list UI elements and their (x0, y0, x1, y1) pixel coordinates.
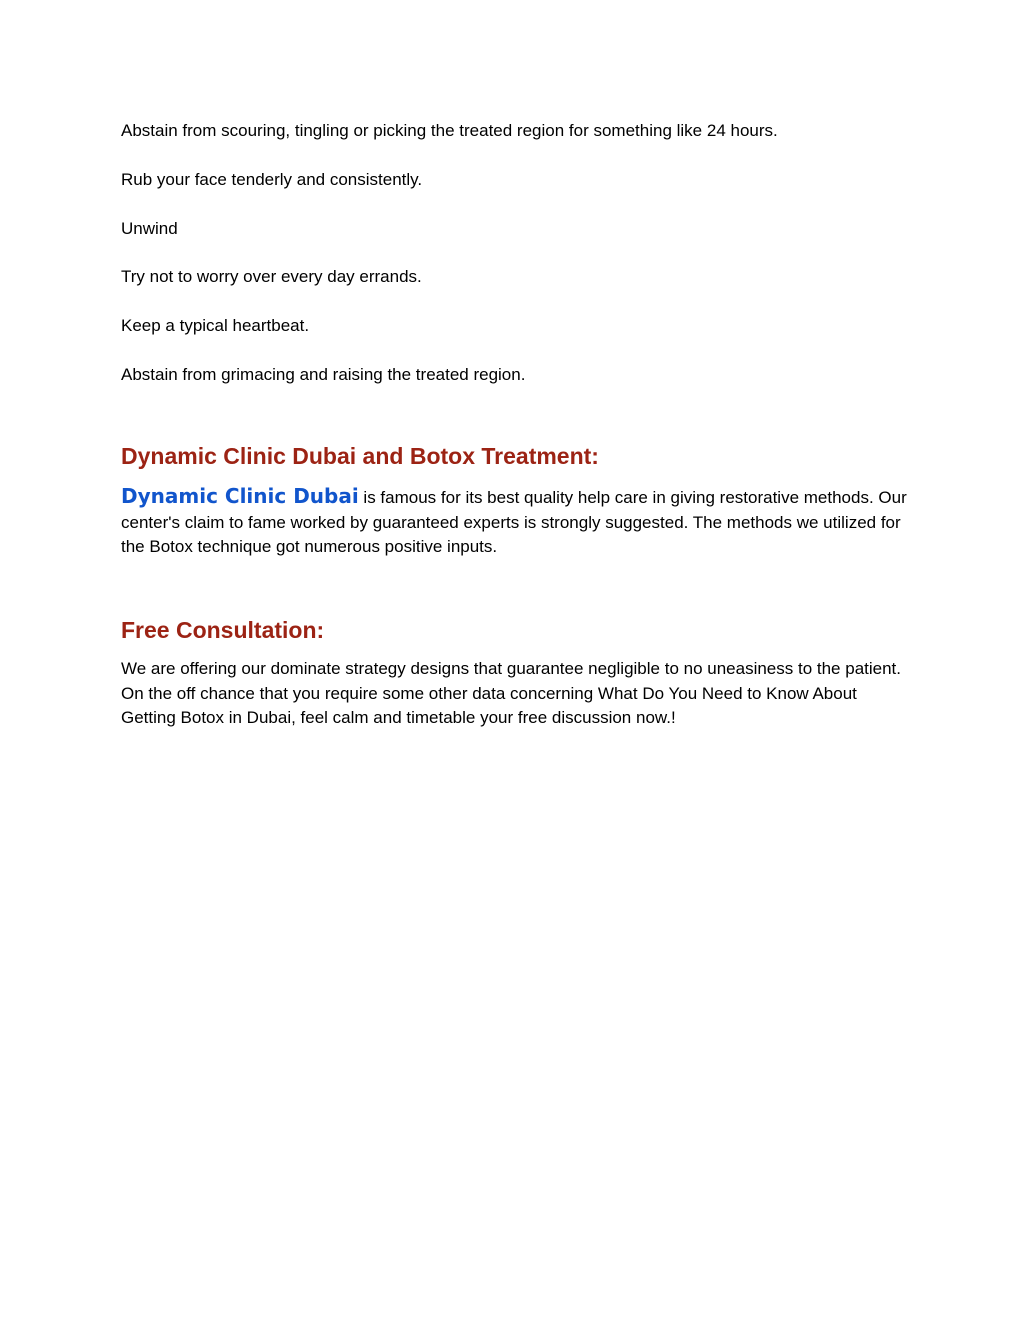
tip-line: Unwind (121, 219, 178, 238)
dynamic-clinic-link[interactable] (121, 486, 359, 508)
tip-line: Abstain from scouring, tingling or picking the treated region for something like 24 hours. (121, 121, 778, 140)
tip-line: Rub your face tenderly and consistently. (121, 170, 423, 189)
tip-line: Abstain from grimacing and raising the treated region. (121, 365, 526, 384)
section-body-botox (121, 484, 911, 560)
tip-line: Keep a typical heartbeat. (121, 316, 310, 335)
section-heading-botox: Dynamic Clinic Dubai and Botox Treatment: (121, 443, 599, 469)
dynamic-clinic-link-text: Dynamic Clinic Dubai (121, 484, 359, 508)
tip-line: Try not to worry over every day errands. (121, 267, 422, 286)
section-heading-consultation: Free Consultation: (121, 617, 325, 643)
section-body-botox-text: is famous for its best quality help care in giving restorative methods. Our center's claim to fame worked by guaranteed experts is strongly suggested. The methods we utilized for the Botox technique got numerous positive inputs. (121, 488, 907, 556)
section-body-consultation: We are offering our dominate strategy designs that guarantee negligible to no uneasiness to the patient. On the off chance that you require some other data concerning What Do You Need to Know About Getting Botox in Dubai, feel calm and timetable your free discussion now.! (121, 659, 901, 727)
